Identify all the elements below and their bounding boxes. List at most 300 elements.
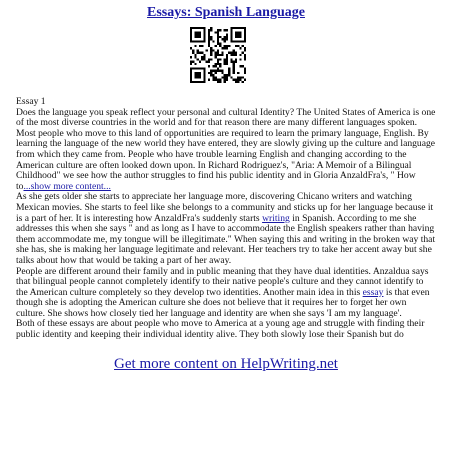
qr-module: [226, 36, 228, 38]
qr-module: [239, 58, 241, 60]
qr-module: [197, 74, 199, 76]
qr-module: [197, 31, 199, 33]
qr-module: [219, 43, 221, 45]
qr-module: [192, 81, 194, 83]
qr-module: [217, 29, 219, 31]
qr-module: [192, 40, 194, 42]
qr-module: [244, 36, 246, 38]
qr-module: [194, 27, 196, 29]
qr-module: [219, 81, 221, 83]
essay-body: [16, 97, 436, 341]
essay-paragraph-3: [16, 267, 436, 320]
qr-module: [244, 54, 246, 56]
qr-module: [237, 79, 239, 81]
qr-module: [194, 40, 196, 42]
qr-module: [208, 36, 210, 38]
qr-module: [235, 36, 237, 38]
qr-module: [208, 38, 210, 40]
qr-module: [215, 79, 217, 81]
qr-module: [199, 72, 201, 74]
qr-module: [224, 45, 226, 47]
qr-module: [219, 79, 221, 81]
qr-module: [197, 72, 199, 74]
qr-module: [219, 70, 221, 72]
qr-code-icon: [190, 27, 246, 83]
qr-module: [230, 38, 232, 40]
qr-module: [226, 74, 228, 76]
qr-module: [244, 67, 246, 69]
qr-module: [215, 72, 217, 74]
qr-module: [226, 45, 228, 47]
qr-module: [190, 79, 192, 81]
qr-module: [215, 63, 217, 65]
qr-module: [239, 36, 241, 38]
qr-module: [210, 74, 212, 76]
qr-module: [197, 27, 199, 29]
qr-module: [235, 58, 237, 60]
qr-module: [244, 34, 246, 36]
qr-module: [235, 40, 237, 42]
qr-module: [197, 36, 199, 38]
qr-module: [206, 49, 208, 51]
qr-module: [210, 54, 212, 56]
qr-module: [233, 27, 235, 29]
qr-module: [219, 45, 221, 47]
qr-module: [215, 54, 217, 56]
qr-module: [194, 36, 196, 38]
qr-module: [224, 74, 226, 76]
qr-module: [210, 27, 212, 29]
qr-module: [199, 45, 201, 47]
qr-module: [194, 56, 196, 58]
qr-module: [199, 27, 201, 29]
qr-module: [199, 52, 201, 54]
qr-module: [242, 81, 244, 83]
qr-module: [194, 74, 196, 76]
qr-module: [244, 31, 246, 33]
qr-module: [221, 76, 223, 78]
qr-module: [210, 47, 212, 49]
qr-module: [233, 52, 235, 54]
qr-module: [210, 72, 212, 74]
qr-module: [235, 52, 237, 54]
qr-module: [190, 38, 192, 40]
qr-module: [230, 40, 232, 42]
qr-module: [224, 58, 226, 60]
qr-module: [217, 43, 219, 45]
qr-module: [190, 63, 192, 65]
get-more-content-link[interactable]: Get more content on HelpWriting.net: [114, 356, 338, 372]
qr-module: [228, 74, 230, 76]
qr-module: [239, 65, 241, 67]
qr-module: [201, 67, 203, 69]
qr-module: [215, 56, 217, 58]
qr-module: [244, 27, 246, 29]
qr-module: [224, 29, 226, 31]
qr-module: [224, 76, 226, 78]
qr-module: [217, 40, 219, 42]
qr-module: [237, 72, 239, 74]
qr-module: [239, 31, 241, 33]
qr-module: [210, 36, 212, 38]
qr-module: [239, 54, 241, 56]
qr-module: [199, 34, 201, 36]
qr-module: [210, 70, 212, 72]
qr-module: [230, 36, 232, 38]
qr-module: [237, 34, 239, 36]
qr-module: [226, 38, 228, 40]
qr-module: [235, 27, 237, 29]
qr-module: [244, 79, 246, 81]
qr-module: [210, 58, 212, 60]
qr-module: [203, 34, 205, 36]
qr-module: [221, 38, 223, 40]
qr-module: [230, 27, 232, 29]
qr-module: [224, 61, 226, 63]
qr-module: [203, 70, 205, 72]
qr-module: [217, 49, 219, 51]
qr-module: [197, 58, 199, 60]
qr-module: [228, 52, 230, 54]
essay-heading: Essay 1: [16, 96, 46, 107]
qr-module: [203, 29, 205, 31]
qr-module: [217, 38, 219, 40]
qr-module: [217, 63, 219, 65]
qr-module: [215, 52, 217, 54]
qr-module: [230, 52, 232, 54]
qr-module: [239, 34, 241, 36]
qr-module: [217, 61, 219, 63]
qr-module: [230, 34, 232, 36]
qr-module: [192, 27, 194, 29]
qr-module: [197, 67, 199, 69]
qr-module: [194, 72, 196, 74]
qr-module: [190, 47, 192, 49]
qr-module: [203, 56, 205, 58]
qr-module: [221, 72, 223, 74]
qr-module: [203, 27, 205, 29]
qr-module: [217, 31, 219, 33]
paragraph-text: Does the language you speak reflect your personal and cultural Identity? The United States of America is one of the most diverse countries in the world and for that reason there are many different languages spoken. Most people who move to this land of opportunities are required to learn the primary language, English. By learning the language of the new world they have entered, they are slowly giving up the culture and language from which they came from. People who have trouble learning English and changing according to the American culture are often looked down upon. In Richard Rodriguez's, "Aria: A Memoir of a Bilingual Childhood" we see how the author struggles to find his public identity and in Gloria AnzaldFra's, " How to: [16, 106, 436, 192]
writing-link[interactable]: writing: [262, 212, 290, 224]
qr-module: [244, 56, 246, 58]
qr-module: [235, 79, 237, 81]
qr-module: [190, 27, 192, 29]
qr-module: [237, 31, 239, 33]
qr-module: [215, 45, 217, 47]
qr-module: [244, 70, 246, 72]
qr-module: [199, 31, 201, 33]
qr-module: [203, 36, 205, 38]
qr-module: [221, 47, 223, 49]
qr-module: [239, 27, 241, 29]
qr-module: [201, 40, 203, 42]
qr-module: [210, 49, 212, 51]
qr-module: [235, 81, 237, 83]
qr-module: [217, 34, 219, 36]
qr-module: [226, 76, 228, 78]
qr-module: [217, 79, 219, 81]
qr-module: [221, 70, 223, 72]
qr-module: [233, 72, 235, 74]
qr-module: [190, 72, 192, 74]
qr-module: [217, 52, 219, 54]
qr-module: [244, 49, 246, 51]
paragraph-text: As she gets older she starts to appreciate her language more, discovering Chicano writers and watching Mexican movies. She starts to feel like she belongs to a community and sticks up for her language because it is a part of her. It is interesting how AnzaldFra's suddenly starts: [16, 191, 434, 224]
qr-module: [197, 40, 199, 42]
qr-module: [197, 49, 199, 51]
paragraph-text: People are different around their family and in public meaning that they have dual identities. Anzaldua says that bilingual people cannot completely identify to their native people's culture and they cannot identify to the American culture completely so they develop two identities. Another main idea in this: [16, 265, 429, 298]
qr-module: [230, 54, 232, 56]
qr-module: [242, 27, 244, 29]
qr-module: [226, 54, 228, 56]
paragraph-text: is that even though she is adopting the American culture she does not believe that it requires her to forget her own culture. She shows how closely tied her language and identity are when she says 'I am my language'.: [16, 286, 430, 319]
qr-module: [226, 58, 228, 60]
qr-module: [244, 47, 246, 49]
qr-module: [242, 40, 244, 42]
qr-module: [233, 61, 235, 63]
qr-module: [215, 31, 217, 33]
qr-module: [208, 29, 210, 31]
qr-module: [242, 45, 244, 47]
qr-module: [239, 47, 241, 49]
qr-module: [203, 81, 205, 83]
qr-module: [194, 63, 196, 65]
qr-module: [208, 58, 210, 60]
qr-module: [212, 74, 214, 76]
qr-module: [192, 49, 194, 51]
qr-module: [230, 29, 232, 31]
qr-module: [217, 36, 219, 38]
qr-module: [203, 40, 205, 42]
qr-module: [194, 34, 196, 36]
qr-module: [199, 74, 201, 76]
qr-module: [224, 79, 226, 81]
qr-module: [192, 61, 194, 63]
qr-module: [219, 29, 221, 31]
qr-module: [208, 72, 210, 74]
qr-module: [224, 63, 226, 65]
qr-module: [233, 49, 235, 51]
qr-module: [208, 34, 210, 36]
qr-module: [228, 45, 230, 47]
qr-module: [212, 70, 214, 72]
qr-module: [237, 36, 239, 38]
qr-module: [239, 40, 241, 42]
qr-module: [244, 58, 246, 60]
qr-module: [194, 54, 196, 56]
qr-module: [212, 40, 214, 42]
qr-module: [233, 54, 235, 56]
qr-module: [194, 31, 196, 33]
qr-module: [199, 61, 201, 63]
qr-module: [208, 31, 210, 33]
qr-module: [233, 65, 235, 67]
qr-module: [233, 67, 235, 69]
essay-link[interactable]: essay: [362, 286, 384, 298]
qr-module: [217, 58, 219, 60]
qr-module: [230, 58, 232, 60]
qr-module: [190, 61, 192, 63]
qr-module: [233, 70, 235, 72]
qr-module: [215, 76, 217, 78]
qr-module: [230, 76, 232, 78]
qr-module: [201, 45, 203, 47]
qr-module: [190, 81, 192, 83]
qr-module: [203, 58, 205, 60]
qr-module: [190, 70, 192, 72]
qr-module: [224, 47, 226, 49]
qr-module: [190, 29, 192, 31]
qr-module: [203, 31, 205, 33]
qr-module: [226, 79, 228, 81]
qr-module: [235, 54, 237, 56]
qr-module: [194, 76, 196, 78]
qr-module: [224, 38, 226, 40]
qr-module: [203, 79, 205, 81]
qr-module: [217, 67, 219, 69]
qr-module: [190, 74, 192, 76]
qr-module: [203, 74, 205, 76]
qr-module: [215, 65, 217, 67]
qr-module: [215, 70, 217, 72]
qr-module: [208, 43, 210, 45]
qr-module: [201, 27, 203, 29]
qr-module: [242, 52, 244, 54]
qr-module: [226, 34, 228, 36]
qr-module: [235, 61, 237, 63]
qr-module: [242, 76, 244, 78]
qr-module: [226, 61, 228, 63]
qr-module: [192, 67, 194, 69]
qr-module: [237, 27, 239, 29]
qr-module: [203, 38, 205, 40]
qr-module: [244, 40, 246, 42]
qr-module: [228, 67, 230, 69]
qr-module: [206, 61, 208, 63]
essay-paragraph-2: [16, 192, 436, 266]
essay-paragraph-4: Both of these essays are about people who move to America at a young age and struggle with finding their public identity and keeping their individual identity alive. They both slowly lose their Spanish but do: [16, 318, 425, 341]
qr-module: [221, 52, 223, 54]
qr-module: [219, 58, 221, 60]
qr-module: [237, 76, 239, 78]
qr-module: [203, 67, 205, 69]
qr-module: [219, 63, 221, 65]
qr-module: [233, 79, 235, 81]
qr-module: [210, 29, 212, 31]
qr-module: [224, 40, 226, 42]
qr-module: [201, 52, 203, 54]
qr-module: [208, 40, 210, 42]
qr-module: [219, 65, 221, 67]
essay-paragraph-1: [16, 108, 436, 193]
qr-module: [219, 36, 221, 38]
qr-module: [219, 54, 221, 56]
qr-module: [239, 79, 241, 81]
qr-module: [242, 65, 244, 67]
qr-module: [190, 34, 192, 36]
qr-module: [190, 31, 192, 33]
qr-module: [212, 65, 214, 67]
qr-module: [203, 54, 205, 56]
qr-module: [235, 31, 237, 33]
qr-module: [239, 76, 241, 78]
qr-module: [201, 56, 203, 58]
qr-module: [194, 45, 196, 47]
qr-module: [235, 34, 237, 36]
qr-module: [199, 40, 201, 42]
qr-module: [190, 36, 192, 38]
qr-module: [208, 61, 210, 63]
qr-module: [210, 52, 212, 54]
qr-module: [237, 45, 239, 47]
qr-module: [226, 56, 228, 58]
qr-module: [199, 81, 201, 83]
qr-module: [197, 52, 199, 54]
qr-module: [201, 81, 203, 83]
qr-module: [226, 63, 228, 65]
qr-module: [230, 31, 232, 33]
qr-module: [192, 52, 194, 54]
qr-module: [235, 45, 237, 47]
qr-module: [237, 40, 239, 42]
qr-module: [233, 40, 235, 42]
qr-module: [194, 81, 196, 83]
qr-module: [217, 81, 219, 83]
paragraph-text: in Spanish. According to me she addresses this when she says " and as long as I have to accommodate the English speakers rather than having them accommodate me, my tongue will be illegitimate." When saying this and writing in the broken way that she has, she is making her language legitimate and relevant. Her teachers try to take her accent away but she talks about how that would be taking a part of her away.: [16, 212, 436, 266]
qr-module: [197, 81, 199, 83]
qr-module: [230, 61, 232, 63]
qr-module: [228, 70, 230, 72]
qr-module: [212, 49, 214, 51]
qr-module: [217, 54, 219, 56]
qr-module: [208, 79, 210, 81]
qr-module: [208, 65, 210, 67]
qr-module: [221, 54, 223, 56]
qr-module: [224, 81, 226, 83]
qr-module: [233, 63, 235, 65]
qr-module: [199, 76, 201, 78]
show-more-link[interactable]: ...show more content...: [23, 180, 111, 192]
qr-module: [190, 56, 192, 58]
qr-module: [244, 38, 246, 40]
qr-module: [217, 70, 219, 72]
qr-module: [212, 79, 214, 81]
qr-module: [199, 36, 201, 38]
qr-module: [190, 40, 192, 42]
qr-module: [203, 72, 205, 74]
qr-module: [194, 67, 196, 69]
qr-module: [212, 76, 214, 78]
qr-module: [190, 67, 192, 69]
qr-module: [224, 36, 226, 38]
qr-module: [201, 58, 203, 60]
qr-module: [197, 76, 199, 78]
qr-module: [228, 72, 230, 74]
qr-module: [244, 72, 246, 74]
qr-module: [237, 81, 239, 83]
qr-module: [244, 29, 246, 31]
qr-module: [208, 45, 210, 47]
page-title[interactable]: Essays: Spanish Language: [147, 5, 305, 20]
qr-module: [190, 76, 192, 78]
qr-module: [226, 47, 228, 49]
qr-module: [199, 67, 201, 69]
qr-module: [226, 29, 228, 31]
qr-module: [203, 76, 205, 78]
qr-module: [197, 34, 199, 36]
qr-module: [210, 38, 212, 40]
